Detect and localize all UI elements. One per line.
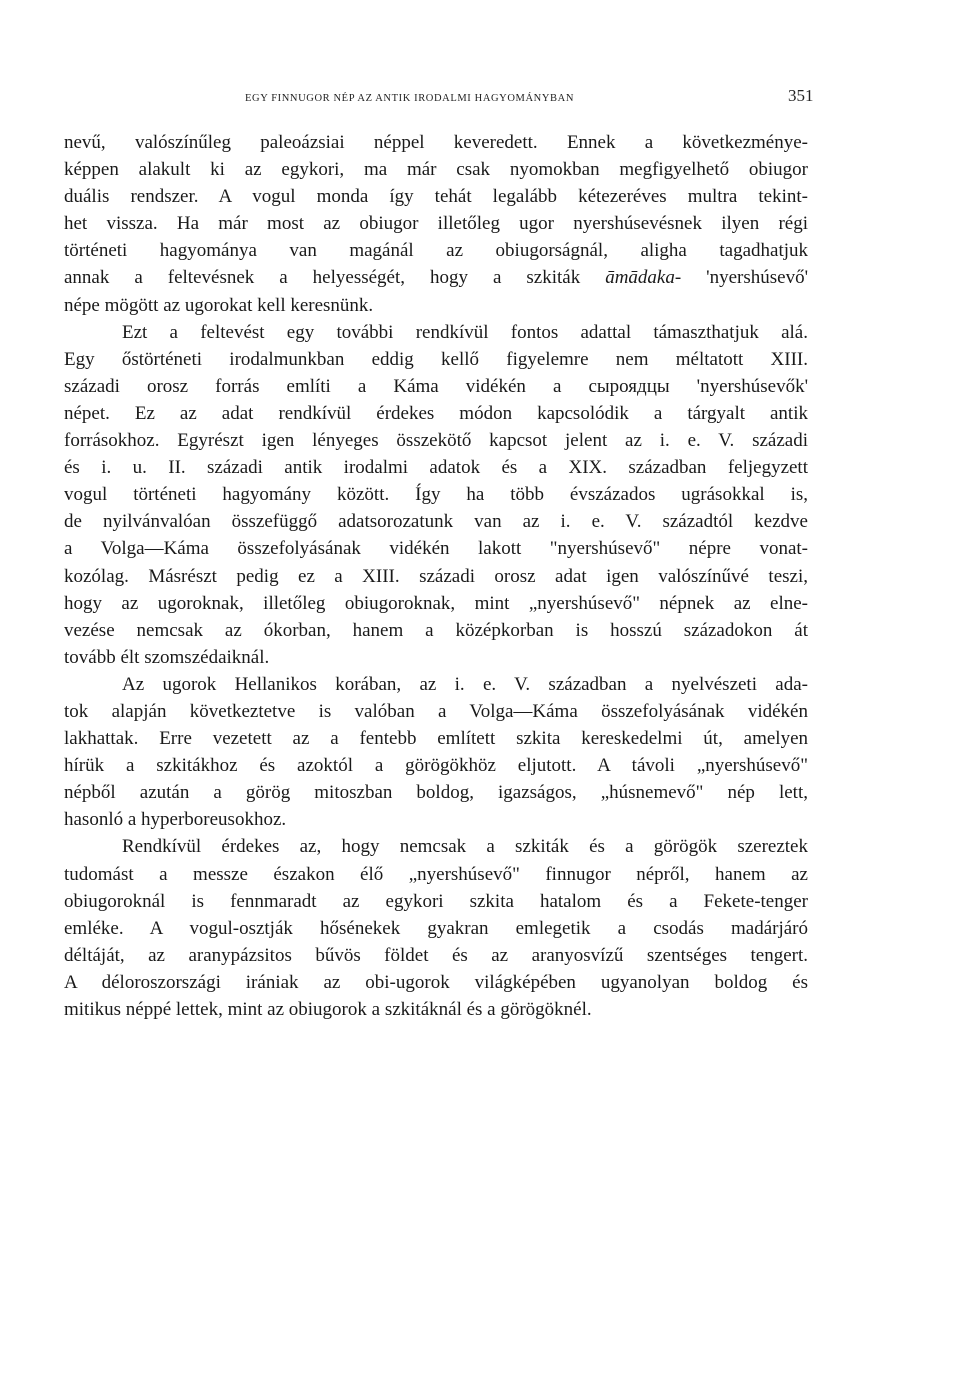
text-line: tovább élt szomszédaiknál. bbox=[64, 646, 270, 668]
text-line: het vissza. Ha már most az obiugor illetőleg ugor nyershúsevésnek ilyen régi bbox=[64, 213, 808, 235]
text-line: képpen alakult ki az egykori, ma már csak nyomokban megfigyelhető obiugor bbox=[64, 159, 808, 181]
text-line: Ezt a feltevést egy további rendkívül fontos adattal támaszthatjuk alá. bbox=[122, 321, 808, 343]
text-line: és i. u. II. századi antik irodalmi adatok és a XIX. században feljegyzett bbox=[64, 457, 808, 479]
text-line: a Volga—Káma összefolyásának vidékén lakott "nyershúsevő" népre vonat- bbox=[64, 538, 808, 560]
body-text bbox=[64, 129, 808, 1023]
text-line: de nyilvánvalóan összefüggő adatsorozatunk van az i. e. V. századtól kezdve bbox=[64, 511, 808, 533]
text-line: népből azután a görög mitoszban boldog, igazságos, „húsnemevő" nép lett, bbox=[64, 782, 808, 804]
text-line: hasonló a hyperboreusokhoz. bbox=[64, 809, 287, 831]
text-line: népet. Ez az adat rendkívül érdekes módon kapcsolódik a tárgyalt antik bbox=[64, 402, 808, 424]
text-line: tudomást a messze északon élő „nyershúsevő" finnugor népről, hanem az bbox=[64, 863, 808, 885]
text-line: duális rendszer. A vogul monda így tehát legalább kétezeréves multra tekint- bbox=[64, 186, 808, 208]
text-line: hogy az ugoroknak, illetőleg obiugoroknak, mint „nyershúsevő" népnek az elne- bbox=[64, 592, 808, 614]
page-number: 351 bbox=[788, 86, 814, 105]
text-line: obiugoroknál is fennmaradt az egykori szkita hatalom és a Fekete-tenger bbox=[64, 890, 808, 912]
text-line: vogul történeti hagyomány között. Így ha több évszázados ugrásokkal is, bbox=[64, 484, 808, 506]
text-line: A déloroszországi irániak az obi-ugorok világképében ugyanolyan boldog és bbox=[64, 971, 808, 993]
text-line: Az ugorok Hellanikos korában, az i. e. V. században a nyelvészeti ada- bbox=[122, 673, 808, 695]
paragraph-1 bbox=[64, 129, 808, 319]
text-line: nevű, valószínűleg paleoázsiai néppel keveredett. Ennek a következménye- bbox=[64, 132, 808, 153]
text-line: forrásokhoz. Egyrészt igen lényeges összekötő kapcsot jelent az i. e. V. századi bbox=[64, 430, 808, 452]
text-line: tok alapján következtetve is valóban a Volga—Káma összefolyásának vidékén bbox=[64, 700, 808, 722]
text-line: hírük a szkitákhoz és azoktól a görögökhöz eljutott. A távoli „nyershúsevő" bbox=[64, 755, 808, 777]
italic-term: āmādaka- bbox=[605, 267, 682, 289]
text-line: kozólag. Másrészt pedig ez a XIII. századi orosz adat igen valószínűvé teszi, bbox=[64, 565, 808, 587]
text-segment: 'nyershúsevő' bbox=[681, 267, 808, 289]
paragraph-3 bbox=[64, 671, 808, 834]
text-line: történeti hagyománya van magánál az obiugorságnál, aligha tagadhatjuk bbox=[64, 240, 808, 262]
paragraph-4 bbox=[64, 833, 808, 1023]
text-line: vezése nemcsak az ókorban, hanem a középkorban is hosszú századokon át bbox=[64, 619, 808, 641]
text-segment: annak a feltevésnek a helyességét, hogy a szkiták bbox=[64, 267, 606, 289]
text-line: népe mögött az ugorokat kell keresnünk. bbox=[64, 294, 374, 316]
text-line: mitikus néppé lettek, mint az obiugorok a szkitáknál és a görögöknél. bbox=[64, 999, 592, 1020]
paragraph-2 bbox=[64, 319, 808, 671]
text-line-with-term bbox=[64, 264, 808, 291]
text-line: Egy őstörténeti irodalmunkban eddig kellő figyelemre nem méltatott XIII. bbox=[64, 348, 808, 370]
text-line: lakhattak. Erre vezetett az a fentebb említett szkita kereskedelmi út, amelyen bbox=[64, 728, 808, 750]
text-line: Rendkívül érdekes az, hogy nemcsak a szkiták és a görögök szereztek bbox=[122, 836, 808, 858]
text-line: századi orosz forrás említi a Káma vidékén a сыроядцы 'nyershúsevők' bbox=[64, 375, 808, 397]
text-line: déltáját, az aranypázsitos bűvös földet és az aranyosvízű szentséges tengert. bbox=[64, 944, 808, 966]
text-line: emléke. A vogul-osztják hősénekek gyakran emlegetik a csodás madárjáró bbox=[64, 917, 808, 939]
running-head: EGY FINNUGOR NÉP AZ ANTIK IRODALMI HAGYOMÁNYBAN bbox=[245, 93, 574, 104]
